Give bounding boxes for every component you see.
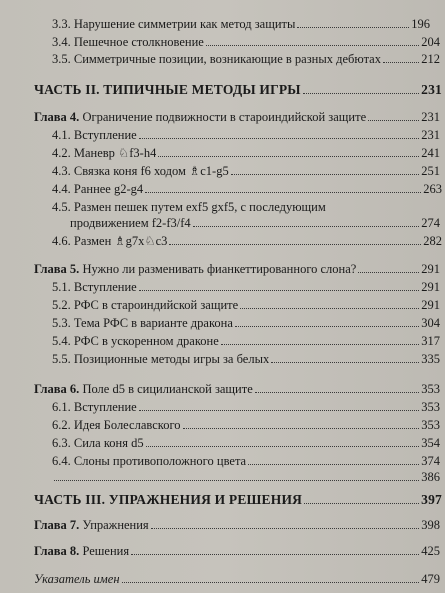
chapter-page: 231 <box>421 110 440 124</box>
toc-entry-5-4 <box>52 334 440 349</box>
toc-entry-3-4 <box>52 35 440 50</box>
toc-entry-title: 3.4. Пешечное столкновение <box>52 35 204 49</box>
toc-entry-3-5 <box>52 52 440 67</box>
toc-entry-page: 354 <box>421 436 440 450</box>
dot-leader <box>122 582 420 583</box>
toc-chapter-7 <box>34 518 440 533</box>
toc-entry-title: 3.3. Нарушение симметрии как метод защиты <box>52 17 296 31</box>
chapter-title: Нужно ли разменивать фианкеттированного слона? <box>82 262 357 276</box>
chapter-page: 398 <box>421 518 440 532</box>
toc-entry-6-3 <box>52 436 440 451</box>
toc-entry-title: 6.3. Сила коня d5 <box>52 436 144 450</box>
toc-entry-page: 196 <box>411 17 430 31</box>
dot-leader <box>358 272 419 273</box>
dot-leader <box>206 45 419 46</box>
toc-entry-page: 304 <box>421 316 440 330</box>
toc-entry-title: 4.2. Маневр ♘f3-h4 <box>52 146 157 160</box>
toc-entry-4-4 <box>52 182 442 197</box>
dot-leader <box>303 93 419 94</box>
toc-entry-page: 291 <box>421 280 440 294</box>
dot-leader <box>297 27 409 28</box>
toc-entry-title: 4.1. Вступление <box>52 128 137 142</box>
toc-entry-4-2 <box>52 146 440 161</box>
toc-entry-6-1 <box>52 400 440 415</box>
toc-part-3 <box>34 492 442 507</box>
toc-entry-title: 5.1. Вступление <box>52 280 137 294</box>
dot-leader <box>169 244 421 245</box>
dot-leader <box>131 554 419 555</box>
chapter-title: Поле d5 в сицилианской защите <box>82 382 253 396</box>
toc-chapter-4 <box>34 110 440 125</box>
dot-leader <box>221 344 419 345</box>
toc-entry-page: 353 <box>421 418 440 432</box>
toc-entry-4-5 <box>70 216 440 231</box>
toc-entry-4-3 <box>52 164 440 179</box>
chapter-page: 353 <box>421 382 440 396</box>
toc-entry-5-2 <box>52 298 440 313</box>
toc-entry-title: продвижением f2-f3/f4 <box>70 216 191 230</box>
chapter-label: Глава 7. <box>34 518 80 532</box>
dot-leader <box>271 362 419 363</box>
index-page: 479 <box>421 572 440 586</box>
dot-leader <box>240 308 419 309</box>
toc-entry-title: 6.4. Слоны противоположного цвета <box>52 454 247 468</box>
toc-entry-page: 212 <box>421 52 440 66</box>
chapter-title: Ограничение подвижности в староиндийской защите <box>82 110 367 124</box>
toc-entry-6-4-cont <box>52 470 440 485</box>
chapter-page: 425 <box>421 544 440 558</box>
chapter-page: 291 <box>421 262 440 276</box>
dot-leader <box>158 156 419 157</box>
toc-entry-title: 6.2. Идея Болеславского <box>52 418 181 432</box>
dot-leader <box>304 503 419 504</box>
toc-entry-5-5 <box>52 352 440 367</box>
toc-entry-5-3 <box>52 316 440 331</box>
chapter-title: Решения <box>82 544 130 558</box>
toc-entry-page: 263 <box>423 182 442 196</box>
toc-entry-title: 5.5. Позиционные методы игры за белых <box>52 352 270 366</box>
dot-leader <box>231 174 420 175</box>
dot-leader <box>248 464 419 465</box>
dot-leader <box>139 410 420 411</box>
dot-leader <box>193 226 420 227</box>
index-title: Указатель имен <box>34 572 120 586</box>
toc-part-2 <box>34 82 442 97</box>
toc-entry-page: 317 <box>421 334 440 348</box>
toc-part-page: 397 <box>421 492 442 507</box>
chapter-label: Глава 8. <box>34 544 80 558</box>
dot-leader <box>145 192 421 193</box>
toc-entry-title: 4.3. Связка коня f6 ходом ♗c1-g5 <box>52 164 229 178</box>
toc-part-page: 231 <box>421 82 442 97</box>
toc-entry-page: 274 <box>421 216 440 230</box>
toc-entry-title: 5.2. РФС в староиндийской защите <box>52 298 239 312</box>
toc-entry-5-1 <box>52 280 440 295</box>
toc-entry-page: 291 <box>421 298 440 312</box>
toc-part-title: ЧАСТЬ III. УПРАЖНЕНИЯ И РЕШЕНИЯ <box>34 492 303 507</box>
toc-entry-title: 5.4. РФС в ускоренном драконе <box>52 334 219 348</box>
toc-entry-page: 335 <box>421 352 440 366</box>
dot-leader <box>383 62 419 63</box>
chapter-title: Упражнения <box>82 518 149 532</box>
toc-entry-title: 3.5. Симметричные позиции, возникающие в разных дебютах <box>52 52 381 66</box>
dot-leader <box>151 528 420 529</box>
dot-leader <box>139 138 420 139</box>
dot-leader <box>255 392 419 393</box>
toc-entry-title: 6.1. Вступление <box>52 400 137 414</box>
toc-entry-page: 353 <box>421 400 440 414</box>
toc-entry-page: 241 <box>421 146 440 160</box>
toc-entry-6-4 <box>52 454 440 469</box>
dot-leader <box>54 480 419 481</box>
toc-entry-6-2 <box>52 418 440 433</box>
chapter-label: Глава 6. <box>34 382 80 396</box>
toc-entry-page: 282 <box>423 234 442 248</box>
toc-entry-page: 204 <box>421 35 440 49</box>
dot-leader <box>146 446 420 447</box>
toc-part-title: ЧАСТЬ II. ТИПИЧНЫЕ МЕТОДЫ ИГРЫ <box>34 82 301 97</box>
toc-chapter-5 <box>34 262 440 277</box>
toc-entry-3-3 <box>52 17 430 32</box>
chapter-label: Глава 4. <box>34 110 80 124</box>
toc-entry-title: 4.6. Размен ♗g7x♘c3 <box>52 234 168 248</box>
toc-index <box>34 572 440 587</box>
toc-entry-page: 251 <box>421 164 440 178</box>
toc-entry-page: 386 <box>421 470 440 484</box>
chapter-label: Глава 5. <box>34 262 80 276</box>
toc-chapter-8 <box>34 544 440 559</box>
dot-leader <box>139 290 420 291</box>
toc-entry-title: 5.3. Тема РФС в варианте дракона <box>52 316 233 330</box>
toc-entry-4-6 <box>52 234 442 249</box>
toc-entry-4-1 <box>52 128 440 143</box>
toc-entry-page: 231 <box>421 128 440 142</box>
dot-leader <box>183 428 420 429</box>
toc-entry-page: 374 <box>421 454 440 468</box>
toc-entry-title: 4.4. Раннее g2-g4 <box>52 182 144 196</box>
dot-leader <box>235 326 419 327</box>
toc-entry-4-5-line1: 4.5. Размен пешек путем exf5 gxf5, с последующим <box>52 200 326 214</box>
dot-leader <box>368 120 419 121</box>
toc-chapter-6 <box>34 382 440 397</box>
